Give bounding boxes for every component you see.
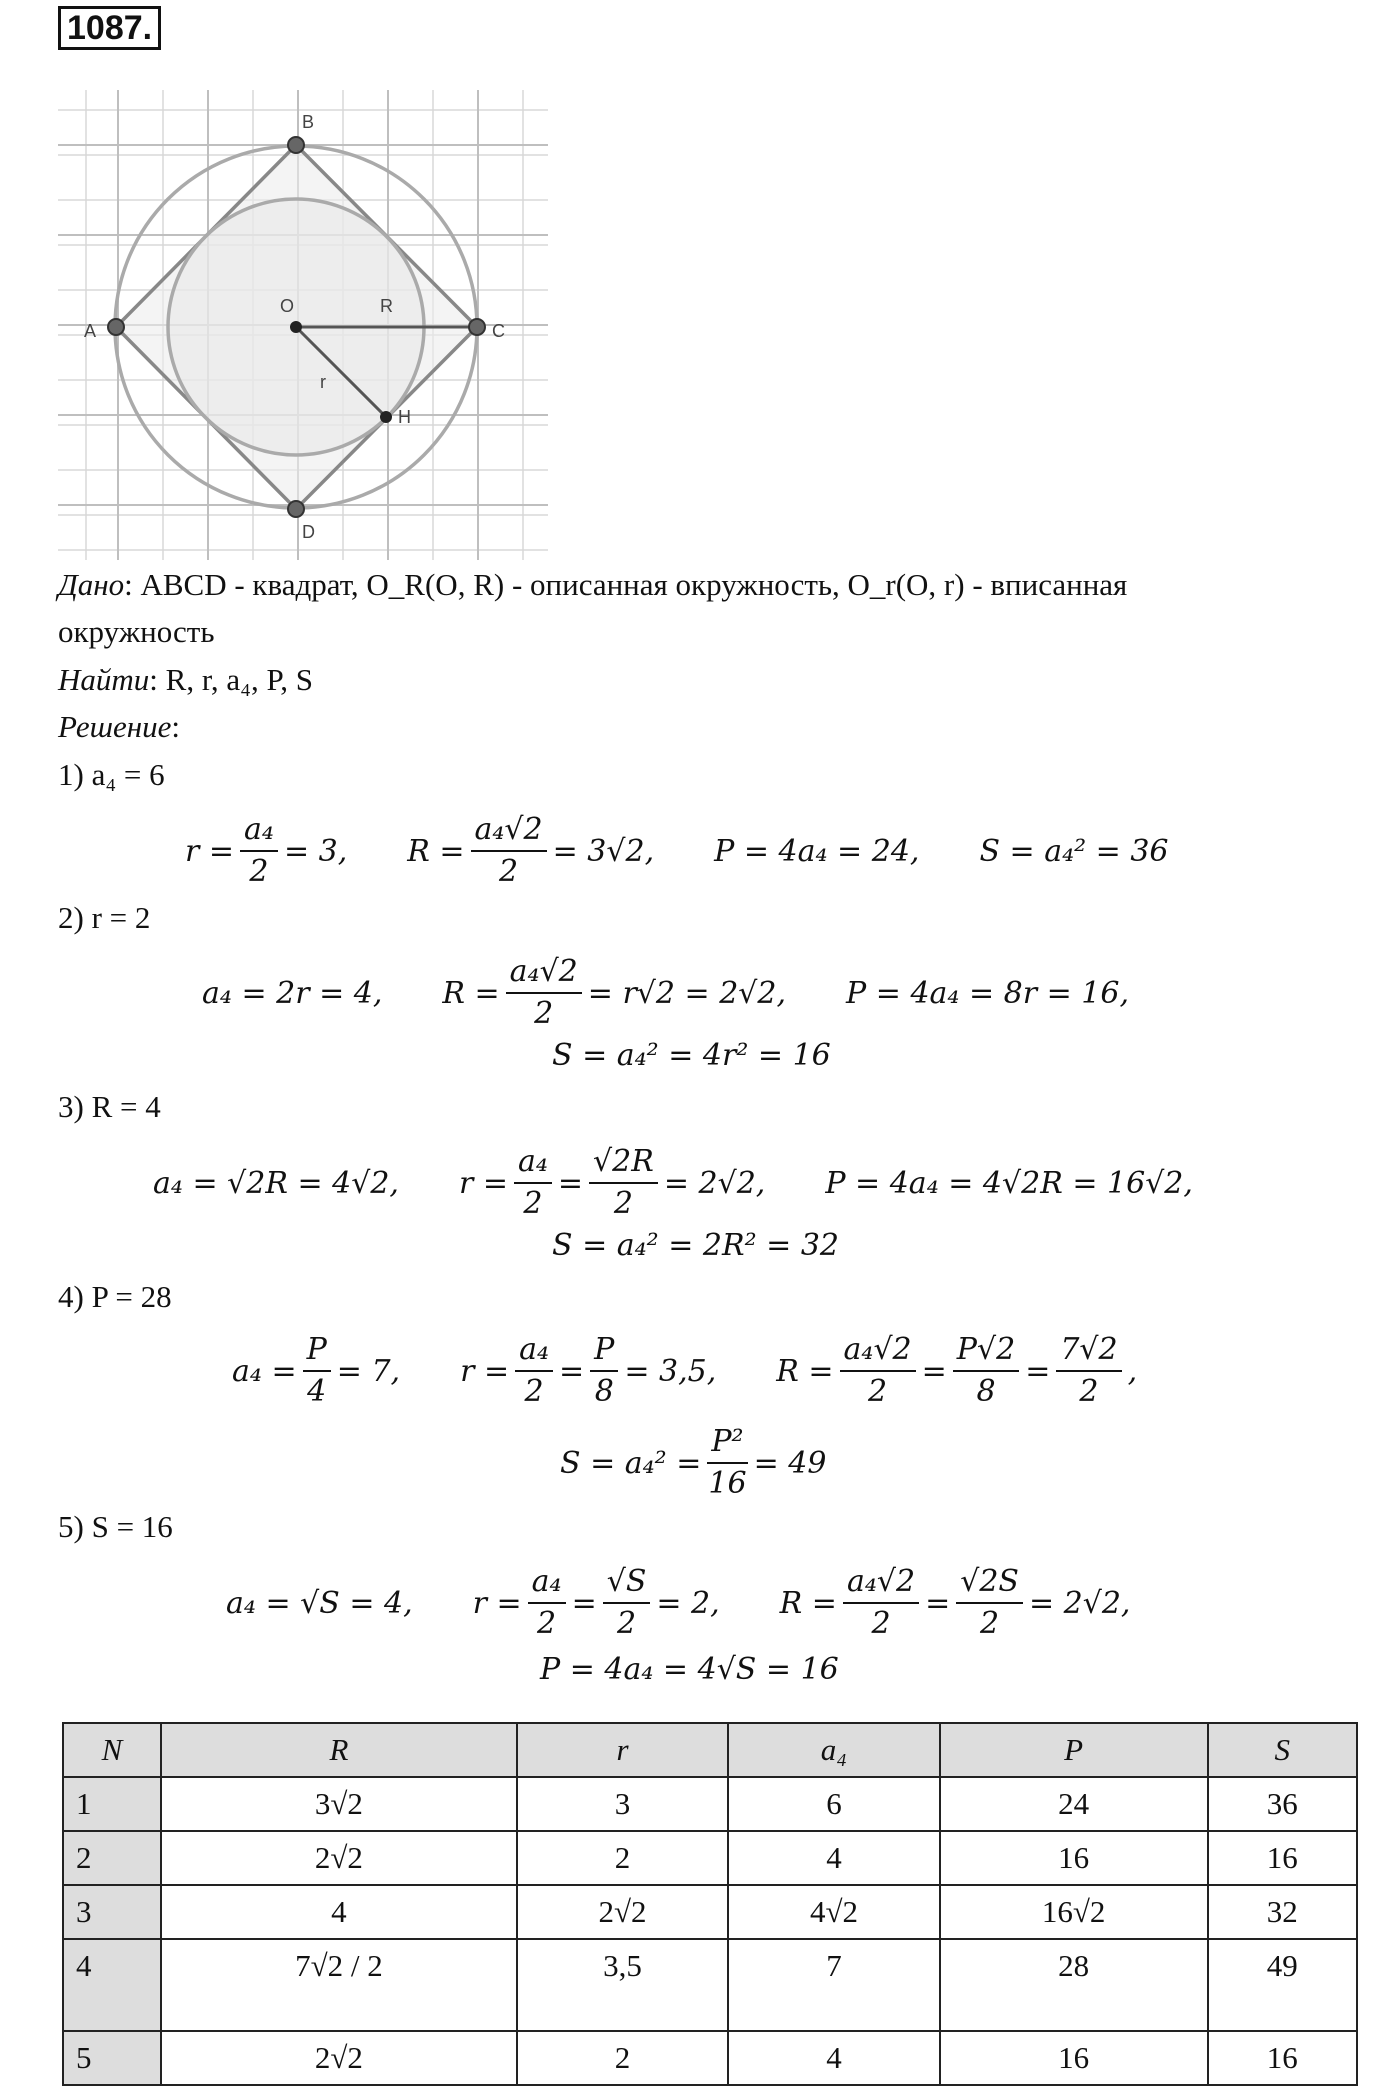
cell: 2√2 <box>517 1885 728 1939</box>
cell: 49 <box>1208 1939 1357 2031</box>
header-n: N <box>63 1723 161 1777</box>
cell: 7√2 / 2 <box>161 1939 517 2031</box>
label-o: O <box>280 296 295 316</box>
case-1-head: 1) a₄ = 6 <box>58 757 165 792</box>
cell: 4 <box>63 1939 161 2031</box>
cell: 3,5 <box>517 1939 728 2031</box>
problem-number: 1087. <box>58 6 161 50</box>
cell: 16 <box>1208 1831 1357 1885</box>
cell: 3√2 <box>161 1777 517 1831</box>
results-table <box>62 1722 1358 2086</box>
header-P: P <box>940 1723 1208 1777</box>
cell: 2 <box>517 1831 728 1885</box>
find-line <box>58 660 313 700</box>
cell: 3 <box>517 1777 728 1831</box>
case-4-eq1: a₄ = $\frac{P}{4}$ = 7, r = $\frac{\text{a₄}}{2}$ = $\frac{P}{8}$ = 3,5, R = $\frac{\text{a₄√2}}{2}$ = $\frac{P√2}{8}$ = $\frac{7√2}{2}$ , <box>232 1332 1138 1409</box>
cell: 2√2 <box>161 1831 517 1885</box>
cell: 16√2 <box>940 1885 1208 1939</box>
given-label: Дано <box>58 567 125 602</box>
cell: 4√2 <box>728 1885 939 1939</box>
case-1-eq1: r = $\frac{\text{a₄}}{2}$ = 3, R = $\frac{\text{a₄√2}}{2}$ = 3√2, P = 4a₄ = 24, S = a₄² = 36 <box>185 812 1169 889</box>
table-row <box>63 1777 1357 1831</box>
given-line1 <box>58 565 1127 605</box>
solution-label: Решение <box>58 709 172 744</box>
header-S: S <box>1208 1723 1357 1777</box>
header-a4: a₄ <box>728 1723 939 1777</box>
case-3-eq2: S = a₄² = 2R² = 32 <box>552 1228 839 1263</box>
point-o <box>290 321 302 333</box>
table-row <box>63 2031 1357 2085</box>
table-row <box>63 1885 1357 1939</box>
cell: 2 <box>517 2031 728 2085</box>
point-c <box>469 319 485 335</box>
header-R: R <box>161 1723 517 1777</box>
case-5-eq1: a₄ = √S = 4, r = $\frac{\text{a₄}}{2}$ = $\frac{√S}{2}$ = 2, R = $\frac{\text{a₄√2}}{2}$ = $\frac{√2S}{2}$ = 2√2, <box>226 1564 1131 1641</box>
point-b <box>288 137 304 153</box>
label-b: B <box>302 112 315 132</box>
cell: 3 <box>63 1885 161 1939</box>
cell: 1 <box>63 1777 161 1831</box>
cell: 7 <box>728 1939 939 2031</box>
table-row <box>63 1939 1357 2031</box>
case-3-head: 3) R = 4 <box>58 1089 161 1124</box>
case-5-eq2: P = 4a₄ = 4√S = 16 <box>540 1652 839 1687</box>
given-line2: окружность <box>58 614 215 649</box>
solution-line: Решение: <box>58 709 180 744</box>
label-c: C <box>492 321 505 341</box>
cell: 16 <box>940 1831 1208 1885</box>
cell: 4 <box>728 1831 939 1885</box>
case-4-head: 4) P = 28 <box>58 1279 172 1314</box>
cell: 24 <box>940 1777 1208 1831</box>
header-r: r <box>517 1723 728 1777</box>
find-text: : R, r, a₄, P, S <box>149 662 314 697</box>
cell: 5 <box>63 2031 161 2085</box>
geometry-figure <box>58 90 548 560</box>
label-r: r <box>320 372 326 392</box>
point-h <box>380 411 392 423</box>
cell: 4 <box>728 2031 939 2085</box>
point-d <box>288 501 304 517</box>
case-3-eq1: a₄ = √2R = 4√2, r = $\frac{\text{a₄}}{2}$ = $\frac{√2R}{2}$ = 2√2, P = 4a₄ = 4√2R = 16√2, <box>153 1144 1193 1221</box>
cell: 4 <box>161 1885 517 1939</box>
label-h: H <box>398 407 411 427</box>
cell: 16 <box>940 2031 1208 2085</box>
cell: 2 <box>63 1831 161 1885</box>
case-2-eq2: S = a₄² = 4r² = 16 <box>552 1038 831 1073</box>
label-d: D <box>302 522 315 542</box>
case-2-eq1: a₄ = 2r = 4, R = $\frac{\text{a₄√2}}{2}$ = r√2 = 2√2, P = 4a₄ = 8r = 16, <box>202 954 1129 1031</box>
cell: 2√2 <box>161 2031 517 2085</box>
find-label: Найти <box>58 662 150 697</box>
given-text: : ABCD - квадрат, O_R(O, R) - описанная окружность, O_r(O, r) - вписанная <box>124 567 1128 602</box>
label-a: A <box>84 321 97 341</box>
table-header-row <box>63 1723 1357 1777</box>
point-a <box>108 319 124 335</box>
cell: 6 <box>728 1777 939 1831</box>
table-row <box>63 1831 1357 1885</box>
label-R: R <box>380 296 393 316</box>
cell: 32 <box>1208 1885 1357 1939</box>
cell: 28 <box>940 1939 1208 2031</box>
case-4-eq2: S = a₄² = $\frac{\text{P²}}{16}$ = 49 <box>560 1424 827 1501</box>
cell: 36 <box>1208 1777 1357 1831</box>
case-2-head: 2) r = 2 <box>58 900 151 935</box>
cell: 16 <box>1208 2031 1357 2085</box>
case-5-head: 5) S = 16 <box>58 1509 173 1544</box>
